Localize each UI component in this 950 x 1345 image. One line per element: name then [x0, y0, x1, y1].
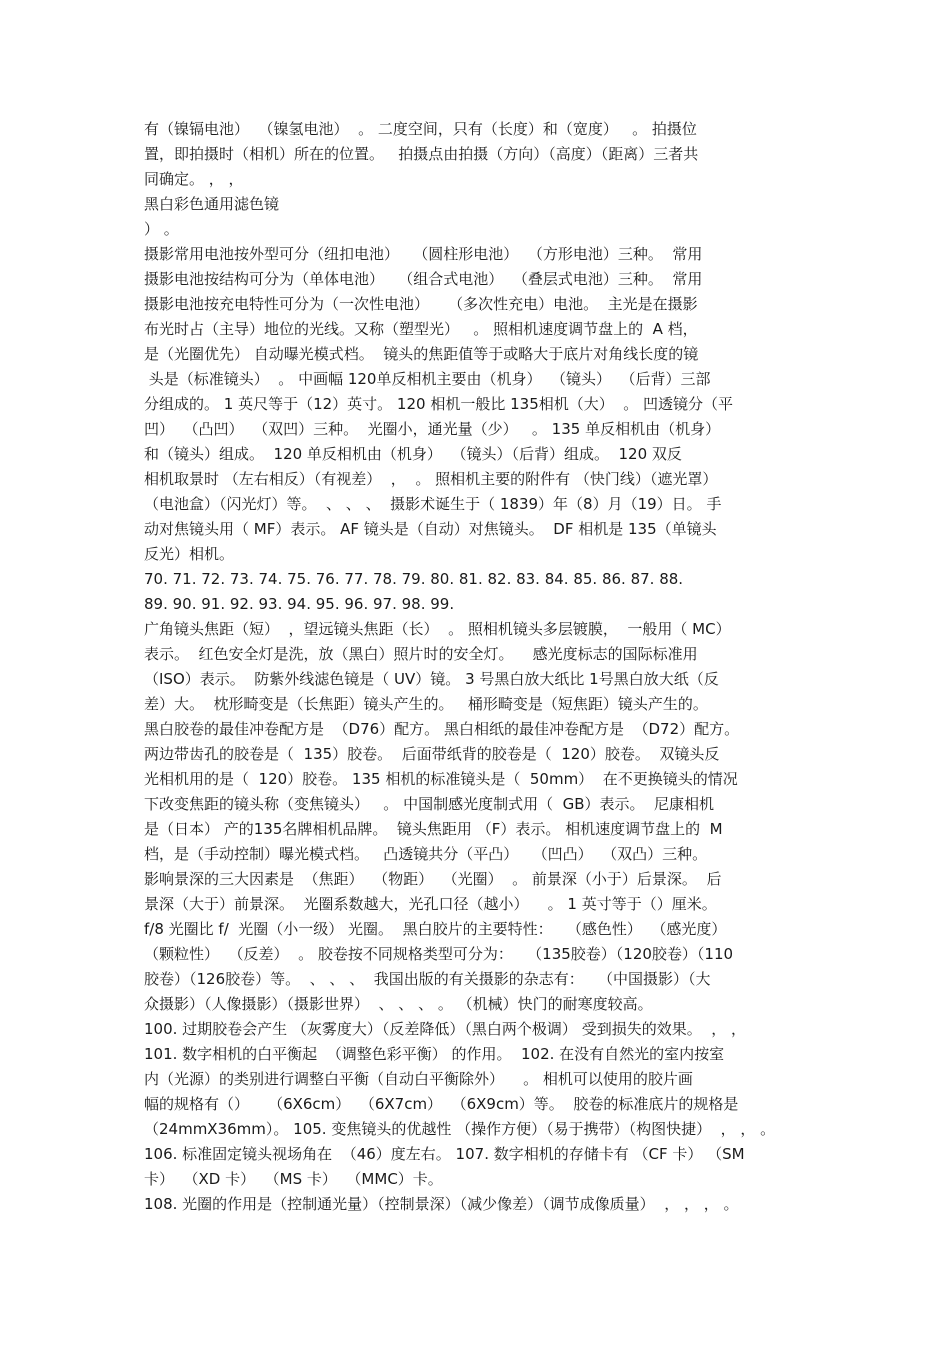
text-line: 黑白彩色通用滤色镜	[144, 195, 280, 213]
text-line: 景深（大于）前景深。 光圈系数越大，光孔口径（越小） 。 1 英寸等于（）厘米。	[144, 895, 717, 913]
text-line: 108. 光圈的作用是（控制通光量）（控制景深）（减少像差）（调节成像质量） ， ， ， 。	[144, 1195, 739, 1213]
text-line: 反光）相机。	[144, 545, 235, 563]
text-line: 凹） （凸凹） （双凹）三种。 光圈小，通光量（少） 。 135 单反相机由（机身）	[144, 420, 721, 438]
text-line: 摄影电池按充电特性可分为（一次性电池） （多次性充电）电池。 主光是在摄影	[144, 295, 698, 313]
text-line: 下改变焦距的镜头称（变焦镜头） 。 中国制感光度制式用（ GB）表示。 尼康相机	[144, 795, 715, 813]
text-line: 摄影电池按结构可分为（单体电池） （组合式电池） （叠层式电池）三种。 常用	[144, 270, 703, 288]
text-line: 相机取景时 （左右相反）（有视差） ， 。 照相机主要的附件有 （快门线）（遮光罩）	[144, 470, 718, 488]
text-line: 置，即拍摄时（相机）所在的位置。 拍摄点由拍摄（方向）（高度）（距离）三者共	[144, 145, 699, 163]
text-line: 106. 标准固定镜头视场角在 （46）度左右。 107. 数字相机的存储卡有 （CF 卡） （SM	[144, 1145, 745, 1163]
text-line: 差）大。 枕形畸变是（长焦距）镜头产生的。 桶形畸变是（短焦距）镜头产生的。	[144, 695, 708, 713]
text-line: 分组成的。 1 英尺等于（12）英寸。 120 相机一般比 135相机（大） 。 凹透镜分（平	[144, 395, 734, 413]
text-line: 是（光圈优先） 自动曝光模式档。 镜头的焦距值等于或略大于底片对角线长度的镜	[144, 345, 699, 363]
text-line: 内（光源）的类别进行调整白平衡（自动白平衡除外） 。 相机可以使用的胶片画	[144, 1070, 693, 1088]
text-line: 101. 数字相机的白平衡起 （调整色彩平衡） 的作用。 102. 在没有自然光的室内按室	[144, 1045, 725, 1063]
text-line: 影响景深的三大因素是 （焦距） （物距） （光圈） 。 前景深（小于）后景深。 后	[144, 870, 722, 888]
text-line: ） 。	[144, 220, 179, 238]
text-line: 89. 90. 91. 92. 93. 94. 95. 96. 97. 98. 99.	[144, 595, 455, 613]
text-line: 广角镜头焦距（短） ，望远镜头焦距（长） 。 照相机镜头多层镀膜， 一般用（ MC）	[144, 620, 731, 638]
text-line: 是（日本） 产的135名牌相机品牌。 镜头焦距用 （F）表示。 相机速度调节盘上的 M	[144, 820, 723, 838]
text-line: 同确定。 ， ，	[144, 170, 244, 188]
text-line: 两边带齿孔的胶卷是（ 135）胶卷。 后面带纸背的胶卷是（ 120）胶卷。 双镜头反	[144, 745, 720, 763]
text-line: 表示。 红色安全灯是洗，放（黑白）照片时的安全灯。 感光度标志的国际标准用	[144, 645, 698, 663]
text-line: 档，是（手动控制）曝光模式档。 凸透镜共分（平凸） （凹凸） （双凸）三种。	[144, 845, 708, 863]
text-line: 动对焦镜头用（ MF）表示。 AF 镜头是（自动）对焦镜头。 DF 相机是 135（单镜头	[144, 520, 717, 538]
text-line: （电池盒）（闪光灯）等。 、 、 、 摄影术诞生于（ 1839）年（8）月（19）日。 手	[144, 495, 722, 513]
text-line: 头是（标准镜头） 。 中画幅 120单反相机主要由（机身） （镜头） （后背）三部	[144, 370, 711, 388]
text-line: 胶卷）（126胶卷）等。 、 、 、 我国出版的有关摄影的杂志有： （中国摄影）（大	[144, 970, 711, 988]
text-line: （ISO）表示。 防紫外线滤色镜是（ UV）镜。 3 号黑白放大纸比 1号黑白放大纸（反	[144, 670, 719, 688]
text-line: （颗粒性） （反差） 。 胶卷按不同规格类型可分为： （135胶卷）（120胶卷）（110	[144, 945, 734, 963]
text-line: 布光时占（主导）地位的光线。又称（塑型光） 。 照相机速度调节盘上的 A 档，	[144, 320, 698, 338]
text-line: 摄影常用电池按外型可分（纽扣电池） （圆柱形电池） （方形电池）三种。 常用	[144, 245, 703, 263]
text-line: 光相机用的是（ 120）胶卷。 135 相机的标准镜头是（ 50mm） 在不更换镜头的情况	[144, 770, 738, 788]
text-line: 和（镜头）组成。 120 单反相机由（机身） （镜头）（后背）组成。 120 双反	[144, 445, 682, 463]
text-line: 黑白胶卷的最佳冲卷配方是 （D76）配方。 黑白相纸的最佳冲卷配方是 （D72）配方。	[144, 720, 740, 738]
text-line: （24mmX36mm）。 105. 变焦镜头的优越性 （操作方便）（易于携带）（构图快捷） ， ， 。	[144, 1120, 776, 1138]
text-line: 100. 过期胶卷会产生 （灰雾度大）（反差降低）（黑白两个极调） 受到损失的效果。 ， ，	[144, 1020, 747, 1038]
text-line: 卡） （XD 卡） （MS 卡） （MMC）卡。	[144, 1170, 443, 1188]
text-line: f/8 光圈比 f/ 光圈（小一级） 光圈。 黑白胶片的主要特性： （感色性） （感光度）	[144, 920, 727, 938]
text-line: 幅的规格有（） （6X6cm） （6X7cm） （6X9cm）等。 胶卷的标准底片的规格是	[144, 1095, 739, 1113]
text-line: 70. 71. 72. 73. 74. 75. 76. 77. 78. 79. 80. 81. 82. 83. 84. 85. 86. 87. 88.	[144, 570, 684, 588]
text-line: 众摄影）（人像摄影）（摄影世界） 、 、 、 。 （机械）快门的耐寒度较高。	[144, 995, 653, 1013]
document-body	[144, 117, 816, 1217]
text-line: 有（镍镉电池） （镍氢电池） 。 二度空间，只有（长度）和（宽度） 。 拍摄位	[144, 120, 697, 138]
